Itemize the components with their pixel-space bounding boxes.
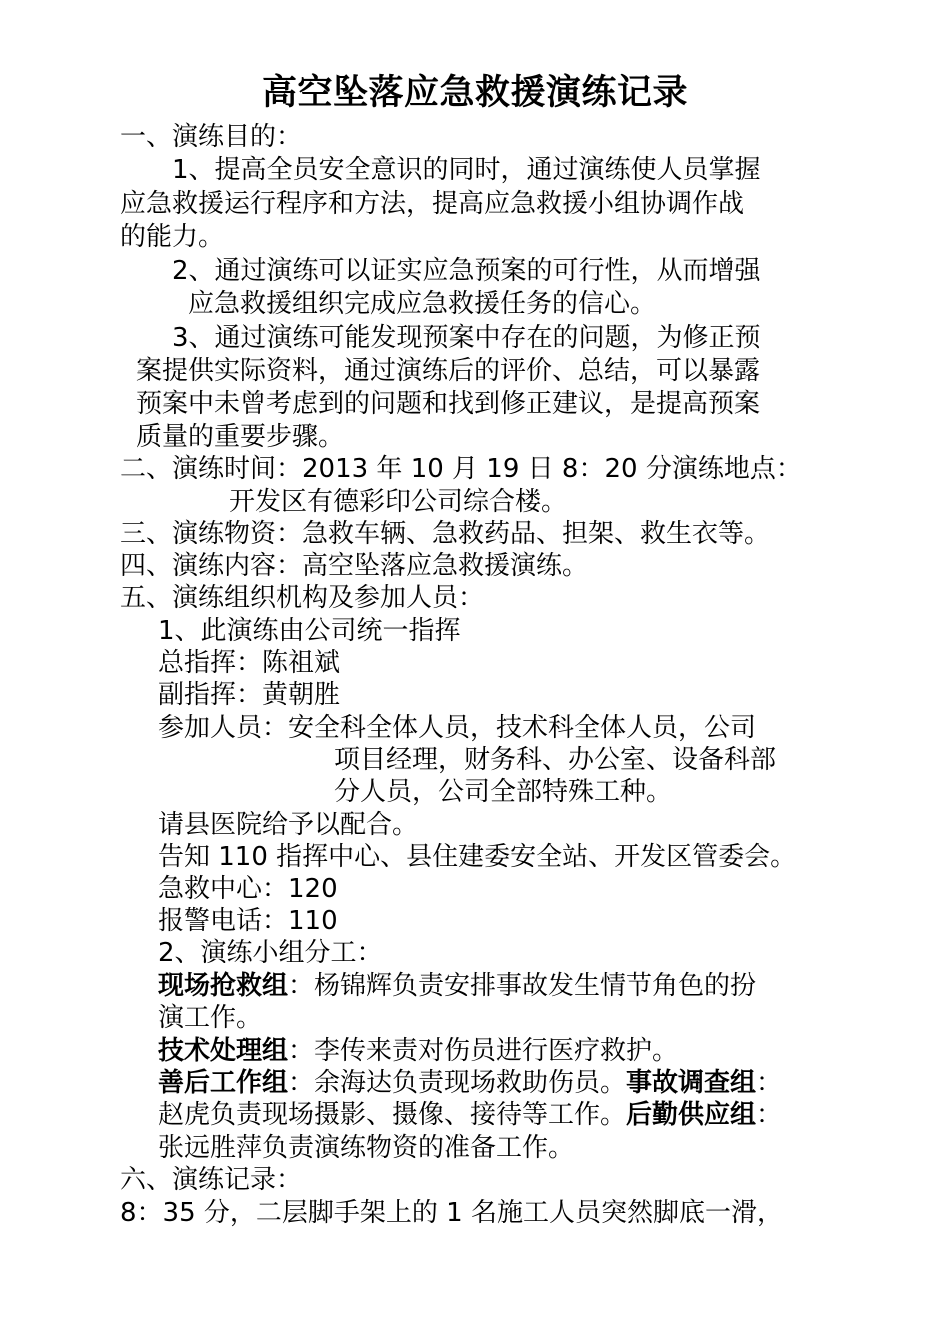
section-6-heading: 六、演练记录： [120,1165,303,1195]
investigation-group-text: 赵虎负责现场摄影、摄像、接待等工作。 [158,1100,627,1130]
purpose-1-line-1: 1、提高全员安全意识的同时，通过演练使人员掌握 [172,155,761,185]
rescue-group-text: ：杨锦辉负责安排事故发生情节角色的扮 [288,971,757,1001]
participants-line-1: 参加人员：安全科全体人员，技术科全体人员，公司 [158,713,757,743]
purpose-3-line-3: 预案中未曾考虑到的问题和找到修正建议，是提高预案 [136,389,761,419]
document-title: 高空坠落应急救援演练记录 [261,73,688,113]
purpose-3-line-4: 质量的重要步骤。 [136,422,345,452]
participants-line-3: 分人员，公司全部特殊工种。 [334,777,673,807]
hospital-note: 请县医院给予以配合。 [158,810,419,840]
section-2-location: 开发区有德彩印公司综合楼。 [229,487,568,517]
purpose-1-line-3: 的能力。 [120,222,225,252]
aftermath-group-text: ：余海达负责现场救助伤员。 [288,1068,627,1098]
purpose-2-line-2: 应急救援组织完成应急救援任务的信心。 [188,289,657,319]
deputy-commander: 副指挥：黄朝胜 [158,680,341,710]
aftermath-group-label: 善后工作组 [158,1068,289,1098]
purpose-1-line-2: 应急救援运行程序和方法，提高应急救援小组协调作战 [120,189,745,219]
section-3-materials: 三、演练物资：急救车辆、急救药品、担架、救生衣等。 [120,519,771,549]
section-5-heading: 五、演练组织机构及参加人员： [120,583,485,613]
command-item: 1、此演练由公司统一指挥 [158,616,461,646]
investigation-colon: ： [756,1068,783,1098]
notify-note: 告知 110 指挥中心、县住建委安全站、开发区管委会。 [158,842,797,872]
logistics-group-label: 后勤供应组 [626,1100,757,1130]
emergency-center: 急救中心：120 [158,874,338,904]
tech-group-label: 技术处理组 [158,1036,289,1066]
investigation-group-line [158,1099,782,1131]
section-2-time: 二、演练时间：2013 年 10 月 19 日 8：20 分演练地点： [120,454,802,484]
rescue-group-line [158,970,756,1002]
tech-group-text: ：李传来责对伤员进行医疗救护。 [288,1036,679,1066]
rescue-group-line-2: 演工作。 [158,1003,263,1033]
logistics-colon: ： [756,1100,783,1130]
group-division-heading: 2、演练小组分工： [158,938,383,968]
police-phone: 报警电话：110 [158,906,338,936]
purpose-2-line-1: 2、通过演练可以证实应急预案的可行性，从而增强 [172,256,761,286]
section-1-heading: 一、演练目的： [120,122,303,152]
purpose-3-line-1: 3、通过演练可能发现预案中存在的问题，为修正预 [172,323,761,353]
rescue-group-label: 现场抢救组 [158,971,289,1001]
logistics-group-text: 张远胜萍负责演练物资的准备工作。 [158,1133,575,1163]
commander: 总指挥：陈祖斌 [158,648,341,678]
purpose-3-line-2: 案提供实际资料，通过演练后的评价、总结，可以暴露 [136,356,761,386]
participants-line-2: 项目经理，财务科、办公室、设备科部 [334,745,777,775]
tech-group-line [158,1035,678,1067]
record-line-1: 8：35 分，二层脚手架上的 1 名施工人员突然脚底一滑， [120,1198,783,1228]
investigation-group-label: 事故调查组 [626,1068,757,1098]
aftermath-group-line [158,1067,782,1099]
section-4-content: 四、演练内容：高空坠落应急救援演练。 [120,551,589,581]
